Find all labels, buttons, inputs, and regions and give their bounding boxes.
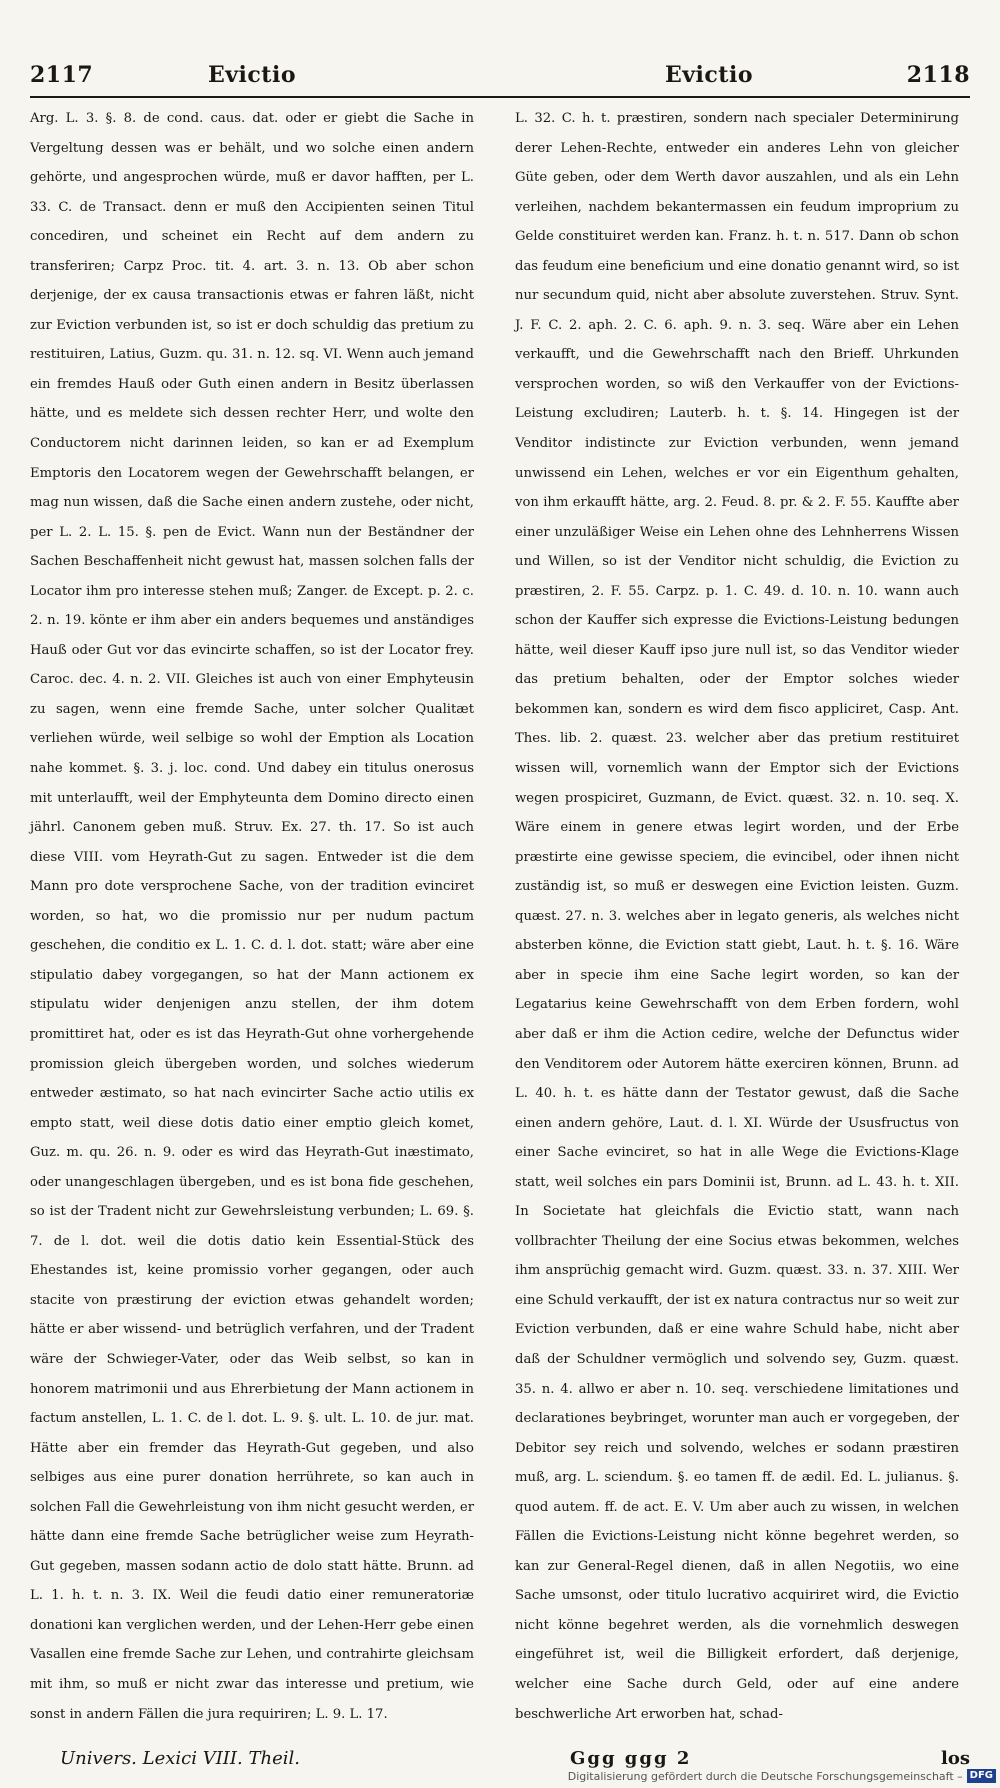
header-rule <box>30 96 970 98</box>
right-column <box>515 104 959 1729</box>
left-column <box>30 104 474 1729</box>
left-running-title: Evictio <box>208 62 296 88</box>
catchword: los <box>941 1748 970 1769</box>
digitization-credit <box>568 1768 996 1784</box>
right-running-title: Evictio <box>665 62 753 88</box>
right-page-number: 2118 <box>906 62 970 88</box>
left-page-number: 2117 <box>30 62 94 88</box>
running-header <box>30 62 970 94</box>
left-column-text: Arg. L. 3. §. 8. de cond. caus. dat. oder er giebt die Sache in Vergeltung dessen was er behält, und wo solche einen andern gehörte, und angesprochen würde, muß er davor hafften, per L. 33. C. de Transact. denn er muß den Accipienten seinen Titul concediren, und scheinet ein Recht auf dem andern zu transferiren; Carpz Proc. tit. 4. art. 3. n. 13. Ob aber schon derjenige, der ex causa transactionis etwas er fahren läßt, nicht zur Eviction verbunden ist, so ist er doch schuldig das pretium zu restituiren, Latius, Guzm. qu. 31. n. 12. sq. VI. Wenn auch jemand ein fremdes Hauß oder Guth einen andern in Besitz überlassen hätte, und es meldete sich dessen rechter Herr, und wolte den Conductorem nicht darinnen leiden, so kan er ad Exemplum Emptoris den Locatorem wegen der Gewehrschafft belangen, er mag nun wissen, daß die Sache einen andern zustehe, oder nicht, per L. 2. L. 15. §. pen de Evict. Wann nun der Beständner der Sachen Beschaffenheit nicht gewust hat, massen solchen falls der Locator ihm pro interesse stehen muß; Zanger. de Except. p. 2. c. 2. n. 19. könte er ihm aber ein anders bequemes und anständiges Hauß oder Gut vor das evincirte schaffen, so ist der Locator frey. Caroc. dec. 4. n. 2. VII. Gleiches ist auch von einer Emphyteusin zu sagen, wenn eine fremde Sache, unter solcher Qualitæt verliehen würde, weil selbige so wohl der Emption als Location nahe kommet. §. 3. j. loc. cond. Und dabey ein titulus onerosus mit unterlaufft, weil der Emphyteunta dem Domino directo einen jährl. Canonem geben muß. Struv. Ex. 27. th. 17. So ist auch diese VIII. vom Heyrath-Gut zu sagen. Entweder ist die dem Mann pro dote versprochene Sache, von der tradition evinciret worden, so hat, wo die promissio nur per nudum pactum geschehen, die conditio ex L. 1. C. d. l. dot. statt; wäre aber eine stipulatio dabey vorgegangen, so hat der Mann actionem ex stipulatu wider denjenigen anzu stellen, der ihm dotem promittiret hat, oder es ist das Heyrath-Gut ohne vorhergehende promission gleich übergeben worden, und solches wiederum entweder æstimato, so hat nach evincirter Sache actio utilis ex empto statt, weil diese dotis datio einer emptio gleich komet, Guz. m. qu. 26. n. 9. oder es wird das Heyrath-Gut inæstimato, oder unangeschlagen übergeben, und es ist bona fide geschehen, so ist der Tradent nicht zur Gewehrsleistung verbunden; L. 69. §. 7. de l. dot. weil die dotis datio kein Essential-Stück des Ehestandes ist, keine promissio vorher gegangen, oder auch stacite von præstirung der eviction etwas gehandelt worden; hätte er aber wissend- und betrüglich verfahren, und der Tradent wäre der Schwieger-Vater, oder das Weib selbst, so kan in honorem matrimonii und aus Ehrerbietung der Mann actionem in factum anstellen, L. 1. C. de l. dot. L. 9. §. ult. L. 10. de jur. mat. Hätte aber ein fremder das Heyrath-Gut gegeben, und also selbiges aus eine purer donation herrührete, so kan auch in solchen Fall die Gewehrleistung von ihm nicht gesucht werden, er hätte dann eine fremde Sache betrüglicher weise zum Heyrath-Gut gegeben, massen sodann actio de dolo statt hätte. Brunn. ad L. 1. h. t. n. 3. IX. Weil die feudi datio einer remuneratoriæ donationi kan verglichen werden, und der Lehen-Herr gebe einen Vasallen eine fremde Sache zur Lehen, und contrahirte gleichsam mit ihm, so muß er nicht zwar das interesse und pretium, wie sonst in andern Fällen die jura requiriren; L. 9. L. 17. <box>30 111 474 1722</box>
credit-text: Digitalisierung gefördert durch die Deutsche Forschungsgemeinschaft – <box>567 1769 963 1783</box>
right-column-text: L. 32. C. h. t. præstiren, sondern nach specialer Determinirung derer Lehen-Rechte, entweder ein anderes Lehn von gleicher Güte geben, oder dem Werth davor auszahlen, und als ein Lehn verleihen, nachdem bekantermassen ein feudum improprium zu Gelde constituiret werden kan. Franz. h. t. n. 517. Dann ob schon das feudum eine beneficium und eine donatio genannt wird, so ist nur secundum quid, nicht aber absolute zuverstehen. Struv. Synt. J. F. C. 2. aph. 2. C. 6. aph. 9. n. 3. seq. Wäre aber ein Lehen verkaufft, und die Gewehrschafft nach den Brieff. Uhrkunden versprochen worden, so wiß den Verkauffer von der Evictions-Leistung excludiren; Lauterb. h. t. §. 14. Hingegen ist der Venditor indistincte zur Eviction verbunden, wenn jemand unwissend ein Lehen, welches er vor ein Eigenthum gehalten, von ihm erkaufft hätte, arg. 2. Feud. 8. pr. & 2. F. 55. Kauffte aber einer unzuläßiger Weise ein Lehen ohne des Lehnherrens Wissen und Willen, so ist der Venditor nicht schuldig, die Eviction zu præstiren, 2. F. 55. Carpz. p. 1. C. 49. d. 10. n. 10. wann auch schon der Kauffer sich expresse die Evictions-Leistung bedungen hätte, weil dieser Kauff ipso jure null ist, so das Venditor wieder das pretium behalten, oder der Emptor solches wieder bekommen kan, sondern es wird dem fisco appliciret, Casp. Ant. Thes. lib. 2. quæst. 23. welcher aber das pretium restituiret wissen will, vornemlich wann der Emptor sich der Evictions wegen prospiciret, Guzmann, de Evict. quæst. 32. n. 10. seq. X. Wäre einem in genere etwas legirt worden, und der Erbe præstirte eine gewisse speciem, die evincibel, oder ihnen nicht zuständig ist, so muß er deswegen eine Eviction leisten. Guzm. quæst. 27. n. 3. welches aber in legato generis, als welches nicht absterben könne, die Eviction statt giebt, Laut. h. t. §. 16. Wäre aber in specie ihm eine Sache legirt worden, so kan der Legatarius keine Gewehrschafft von dem Erben fordern, wohl aber daß er ihm die Action cedire, welche der Defunctus wider den Venditorem oder Autorem hätte exerciren können, Brunn. ad L. 40. h. t. es hätte dann der Testator gewust, daß die Sache einen andern gehöre, Laut. d. l. XI. Würde der Ususfructus von einer Sache evinciret, so hat in alle Wege die Evictions-Klage statt, weil solches ein pars Dominii ist, Brunn. ad L. 43. h. t. XII. In Societate hat gleichfals die Evictio statt, wann nach vollbrachter Theilung der eine Socius etwas bekommen, welches ihm ansprüchig gemacht wird. Guzm. quæst. 33. n. 37. XIII. Wer eine Schuld verkaufft, der ist ex natura contractus nur so weit zur Eviction verbunden, daß er eine wahre Schuld habe, nicht aber daß der Schuldner vermöglich und solvendo sey, Guzm. quæst. 35. n. 4. allwo er aber n. 10. seq. verschiedene limitationes und declarationes beybringet, worunter man auch er vorgegeben, der Debitor sey reich und solvendo, welches er sodann præstiren muß, arg. L. sciendum. §. eo tamen ff. de ædil. Ed. L. julianus. §. quod autem. ff. de act. E. V. Um aber auch zu wissen, in welchen Fällen die Evictions-Leistung nicht könne begehret werden, so kan zur General-Regel dienen, daß in allen Negotiis, wo eine Sache umsonst, oder titulo lucrativo acquiriret wird, die Evictio nicht könne begehret werden, als die vornehmlich deswegen eingeführet ist, weil die Billigkeit erfordert, daß derjenige, welcher eine Sache durch Geld, oder auf eine andere beschwerliche Art erworben hat, schad- <box>515 111 959 1722</box>
volume-footer: Univers. Lexici VIII. Theil. <box>60 1748 300 1769</box>
signature-mark: Ggg ggg 2 <box>570 1748 692 1769</box>
dfg-logo-icon: DFG <box>967 1769 996 1783</box>
